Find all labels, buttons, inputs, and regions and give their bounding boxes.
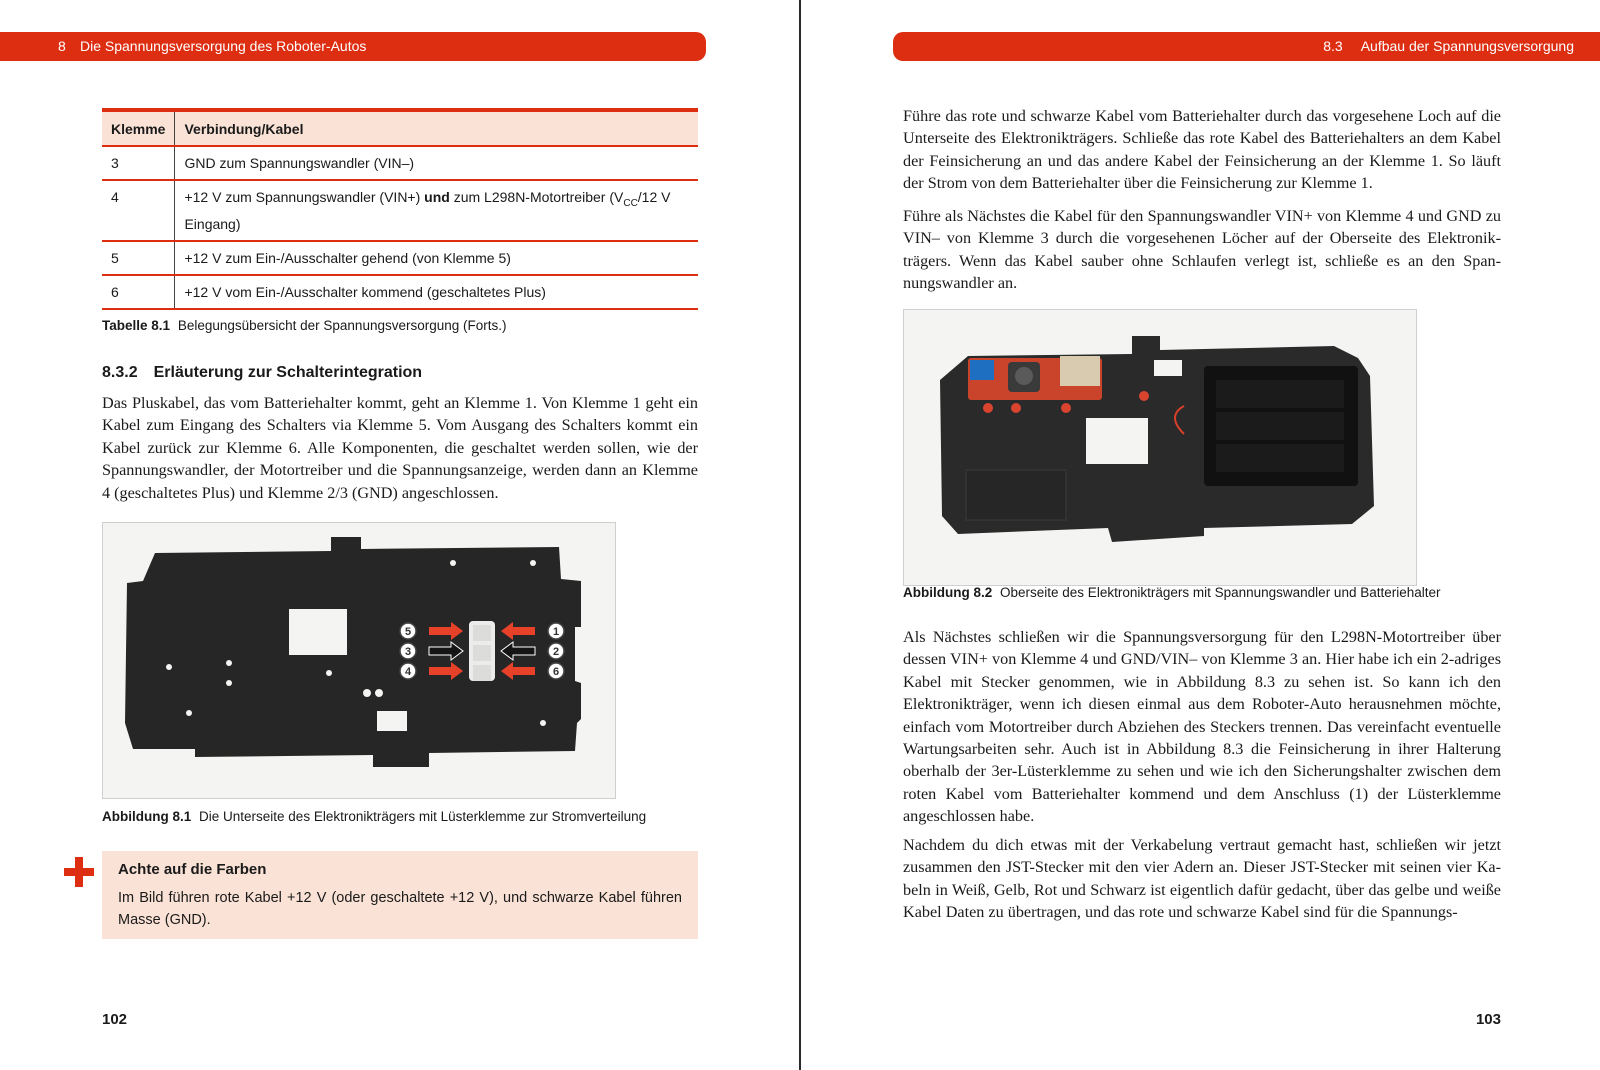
callout-label: 2 — [552, 646, 560, 658]
figure-8-1-caption — [102, 808, 646, 826]
paragraph: Führe als Nächstes die Kabel für den Spannungswandler VIN+ von Klemme 4 und GND zu VIN– von Klemme 3 durch die vorgesehenen Löcher auf der Oberseite des Elektronikträgers. Wenn das Kabel sauber ohne Schlaufen verlegt ist, schließe es an den Spannungswandler an. — [903, 207, 1501, 293]
table-cell-klemme: 3 — [102, 146, 175, 180]
figure-8-2-caption — [903, 584, 1441, 602]
paragraph: Führe das rote und schwarze Kabel vom Batteriehalter durch das vorgesehene Loch auf die Unterseite des Elektronikträgers. Schließe das rote Kabel des Batteriehalters an dem Kabel der Feinsicherung an und das andere Kabel der Feinsicherung an der Klemme 1. So läuft der Strom von dem Batteriehalter über die Feinsicherung zur Klemme 1. — [903, 107, 1501, 193]
section-title: Erläuterung zur Schalterintegration — [153, 364, 423, 381]
table-cell-verbindung: +12 V vom Ein-/Ausschalter kommend (geschaltetes Plus) — [175, 275, 698, 309]
callout-label: 3 — [404, 646, 412, 658]
cell-bold-text: und — [424, 189, 450, 205]
cell-text: +12 V zum Spannungswandler (VIN+) — [184, 189, 425, 205]
section-header — [893, 32, 1600, 61]
chapter-header — [0, 32, 706, 61]
page-number: 103 — [1475, 1011, 1501, 1028]
table-cell-verbindung: GND zum Spannungswandler (VIN–) — [175, 146, 698, 180]
tip-text: Im Bild führen rote Kabel +12 V (oder geschaltete +12 V), und schwarze Kabel führen Masse (GND). — [118, 890, 682, 928]
section-header-number: 8.3 — [1323, 38, 1343, 54]
table-cell-verbindung: +12 V zum Ein-/Ausschalter gehend (von Klemme 5) — [175, 241, 698, 275]
left-page — [0, 0, 799, 1070]
paragraph: Nachdem du dich etwas mit der Verkabelung vertraut gemacht hast, schließen wir jetzt zusammen den JST-Stecker mit den vier Adern an. Dieser JST-Stecker mit seinen vier Kabeln in Weiß, Gelb, Rot und Schwarz ist eigentlich dafür gedacht, über das gelbe und weiße Kabel Daten zu übertragen, und das rote und schwarze Kabel sind für die Spannungs- — [903, 836, 1501, 922]
plus-icon — [64, 857, 94, 887]
section-paragraph: Das Pluskabel, das vom Batteriehalter kommt, geht an Klemme 1. Von Klemme 1 geht ein Kabel zum Eingang des Schalters via Klemme 5. Vom Ausgang des Schalters kommt ein Kabel zurück zur Klemme 6. Alle Komponenten, die geschaltet werden sollen, wie der Spannungswandler, der Motortreiber und die Spannungsanzeige, werden dann an Klemme 4 (geschaltetes Plus) und Klemme 2/3 (GND) angeschlossen. — [102, 394, 698, 502]
cell-subscript: CC — [623, 197, 638, 209]
page-number: 102 — [102, 1011, 128, 1028]
chapter-title: Die Spannungsversorgung des Roboter-Autos — [80, 38, 367, 54]
section-number: 8.3.2 — [102, 364, 138, 381]
column-header-verbindung: Verbindung/Kabel — [175, 110, 698, 146]
figure-8-1-photo — [102, 522, 616, 799]
figure-caption-text: Oberseite des Elektronikträgers mit Spannungswandler und Batteriehalter — [1000, 585, 1441, 600]
figure-caption-label: Abbildung 8.1 — [102, 809, 192, 824]
table-cell-klemme: 4 — [102, 180, 175, 241]
table-header-row — [102, 110, 698, 146]
paragraph: Als Nächstes schließen wir die Spannungsversorgung für den L298N-Motortreiber über dessen VIN+ von Klemme 4 und GND/VIN– von Klemme 3 an. Hier habe ich ein 2-adriges Kabel mit Stecker genommen, wie in Abbildung 8.3 zu sehen ist. So kann ich den Elektronikträger, wenn ich diesen einmal aus dem Roboter-Auto herausnehmen möchte, einfach vom Motortreiber durch Abziehen des Steckers trennen. Das vereinfacht eventuelle Wartungsarbeiten sehr. Auch ist in Abbildung 8.3 die Feinsicherung in ihrer Halterung oberhalb der 3er-Lüsterklemme zu sehen und wie ich den Sicherungshalter zwischen dem roten Kabel vom Batteriehalter kommend und dem Anschluss (1) der Lüsterklemme angeschlossen habe. — [903, 628, 1501, 826]
cell-text: /12 V Eingang) — [184, 189, 671, 232]
callout-label: 6 — [552, 666, 560, 678]
figure-caption-label: Abbildung 8.2 — [903, 585, 993, 600]
column-header-klemme: Klemme — [102, 110, 175, 146]
section-header-title: Aufbau der Spannungsversorgung — [1360, 38, 1574, 54]
table-caption-label: Tabelle 8.1 — [102, 318, 171, 333]
table-cell-klemme: 5 — [102, 241, 175, 275]
tip-box — [102, 851, 698, 939]
section-heading — [102, 364, 422, 382]
tip-title: Achte auf die Farben — [118, 861, 267, 878]
table-cell-klemme: 6 — [102, 275, 175, 309]
table-row — [102, 241, 698, 275]
electronics-carrier-underside-image — [103, 523, 615, 798]
electronics-carrier-top-image — [904, 310, 1416, 585]
figure-8-2-photo — [903, 309, 1417, 586]
table-row — [102, 180, 698, 241]
chapter-number: 8 — [58, 38, 66, 54]
callout-label: 4 — [404, 666, 412, 678]
connection-table — [102, 108, 698, 310]
callout-label: 1 — [552, 626, 560, 638]
right-page — [801, 0, 1600, 1070]
table-row — [102, 146, 698, 180]
cell-text: zum L298N-Motortreiber (V — [449, 189, 624, 205]
table-row — [102, 275, 698, 309]
figure-caption-text: Die Unterseite des Elektronikträgers mit Lüsterklemme zur Stromverteilung — [199, 809, 647, 824]
table-caption — [102, 317, 507, 335]
table-caption-text: Belegungsübersicht der Spannungsversorgung (Forts.) — [177, 318, 507, 333]
callout-label: 5 — [404, 626, 412, 638]
table-cell-verbindung — [175, 180, 698, 241]
